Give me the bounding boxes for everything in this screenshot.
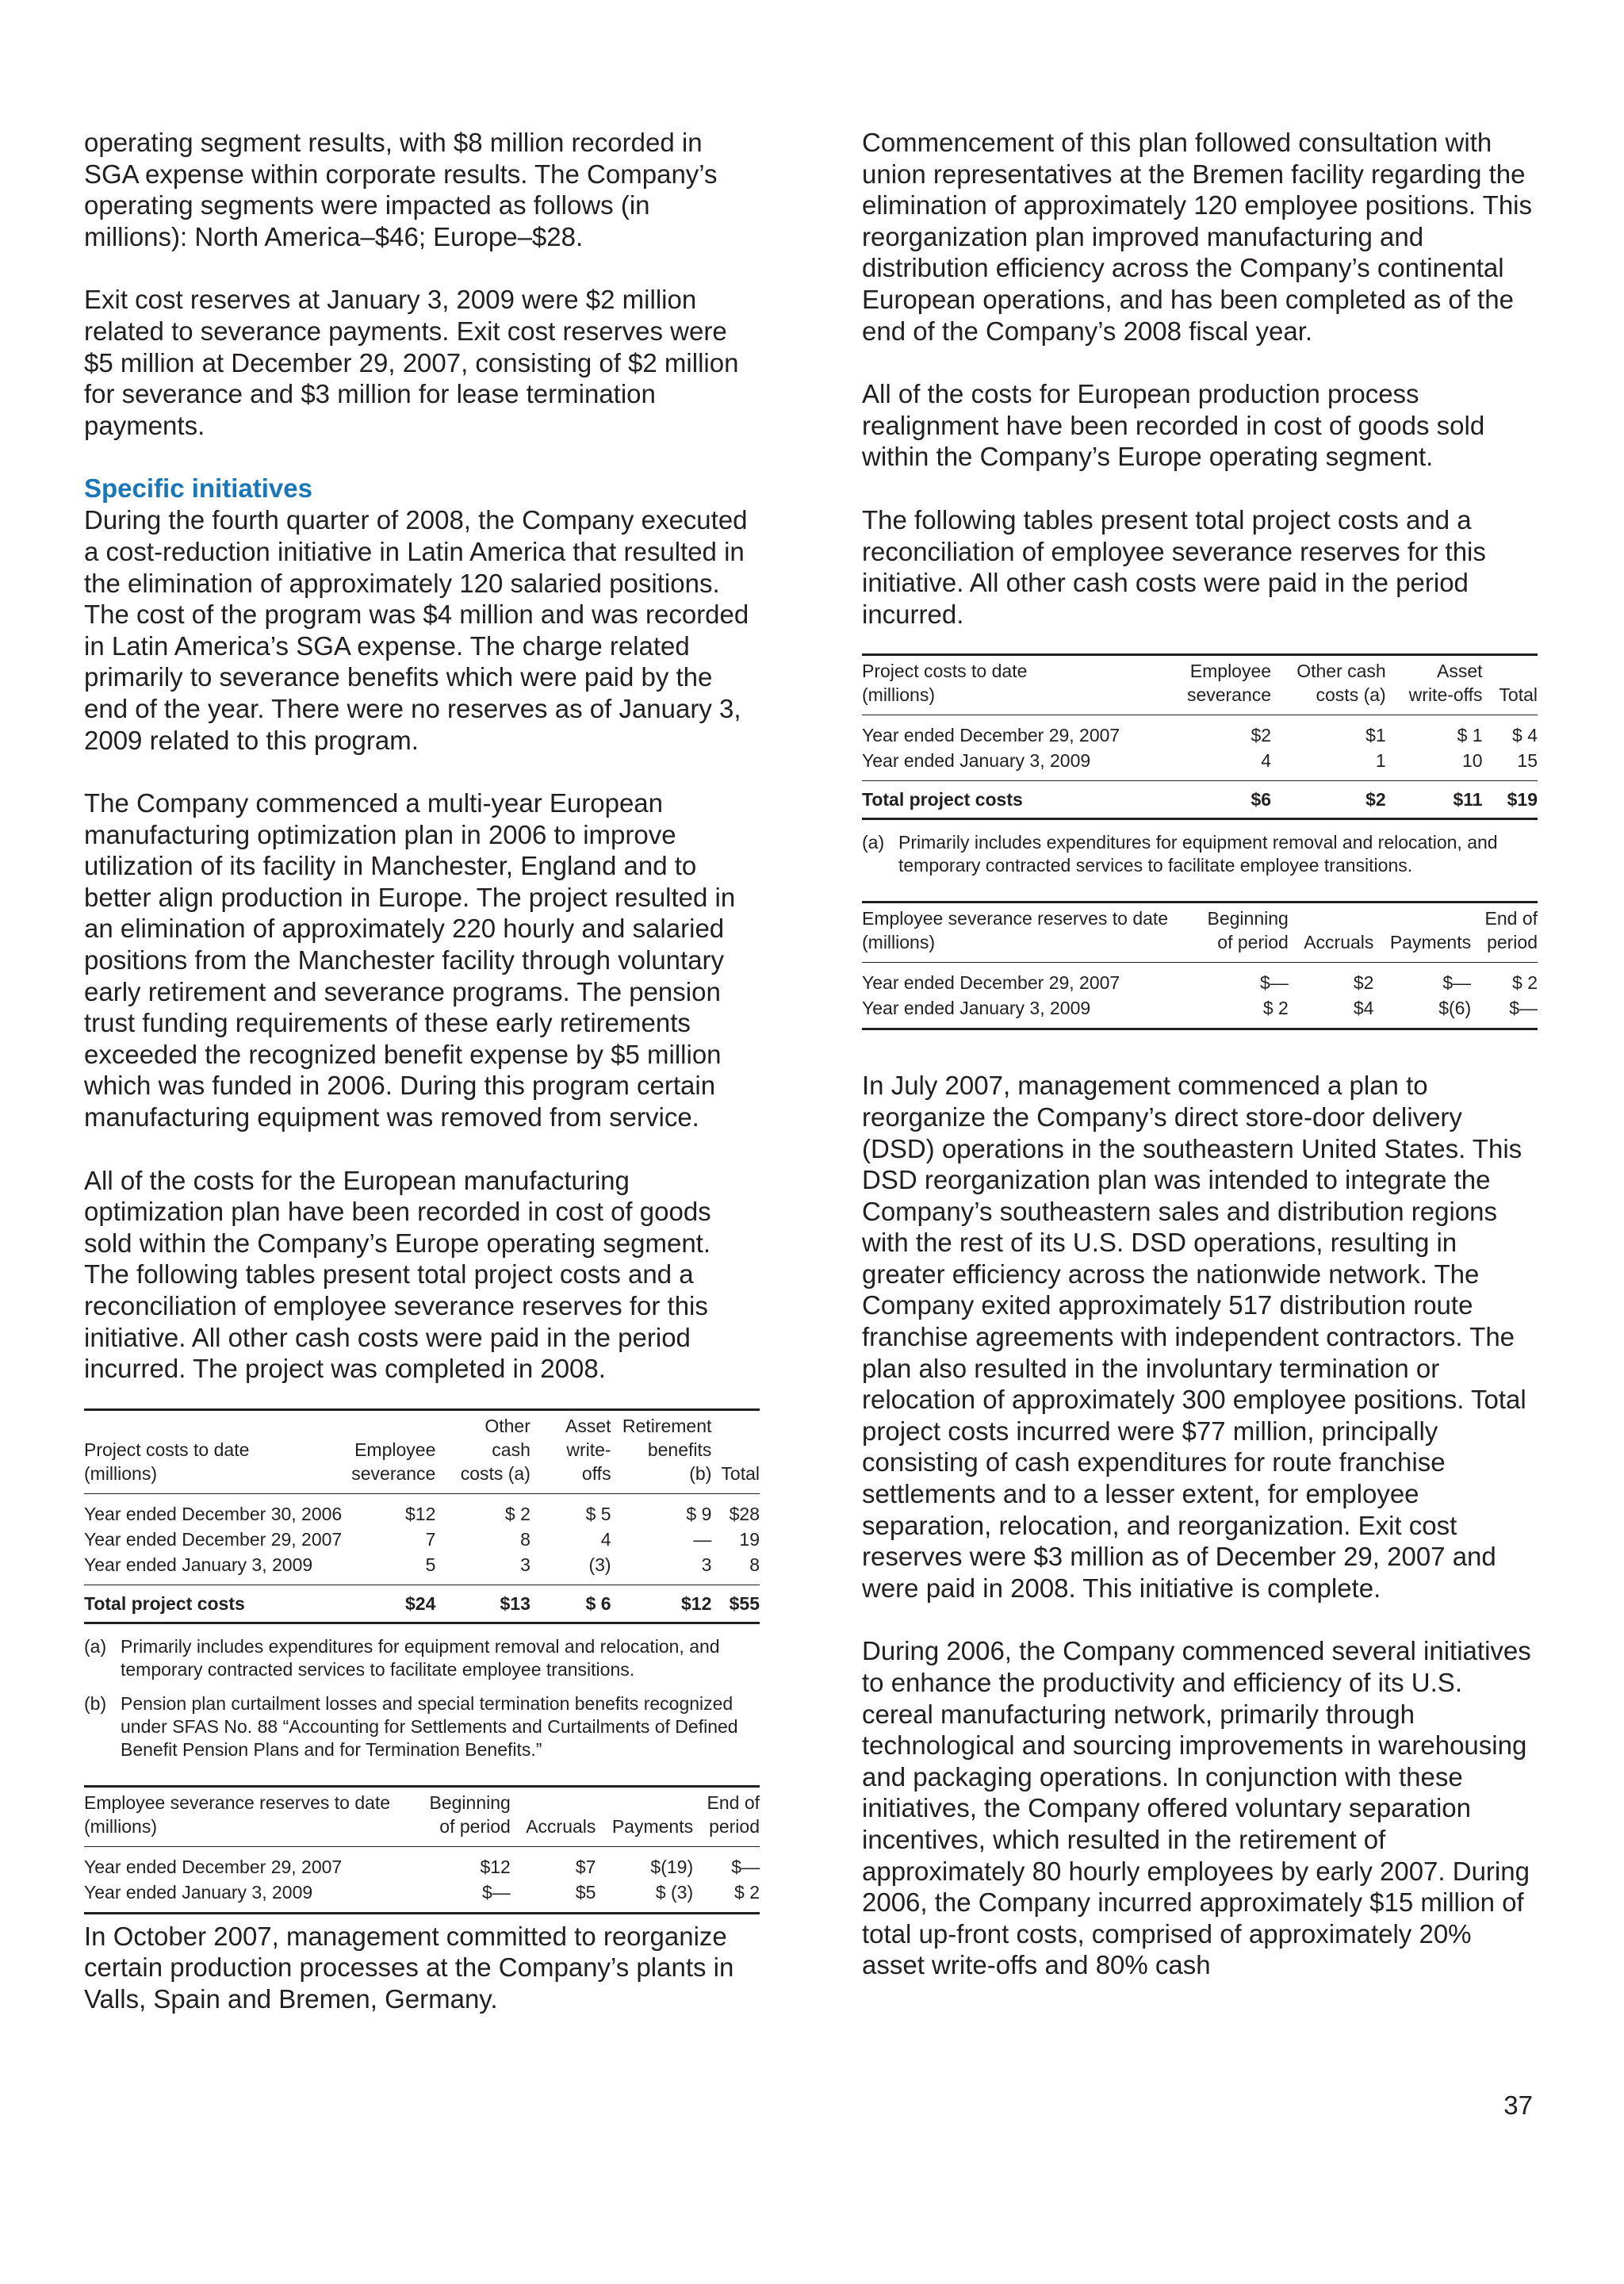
paragraph: All of the costs for European production process realignment have been recorded in cost of goods sold within the Company’s Europe operating segment. [862,379,1485,472]
table-cell: Year ended December 29, 2007 [84,1528,343,1550]
table-cell: $12 [404,1503,436,1524]
table-cell: $(6) [1378,995,1476,1029]
column-header: Total [716,1409,760,1493]
table-cell: $55 [716,1585,760,1623]
project-costs-table [862,653,1538,820]
table-cell: $— [1260,972,1289,994]
severance-reserves-table [84,1785,760,1914]
table-cell: $— [1442,972,1472,994]
footnote-label: (a) [862,832,885,853]
table-cell: Year ended January 3, 2009 [84,1880,418,1914]
table-row [84,1493,760,1527]
table-cell: $ 1 [1457,725,1483,746]
paragraph: In October 2007, management committed to reorganize certain production processes at the Company’s plants in Valls, Spain and Bremen, Germany. [84,1921,734,2014]
column-header: End of period [698,1786,760,1846]
table-cell: 8 [520,1528,530,1550]
table-cell: $24 [347,1585,440,1623]
table-cell: 3 [701,1554,712,1575]
project-costs-table [84,1408,760,1624]
table-row [84,1880,760,1914]
right-column [862,127,1538,1981]
table-row [862,963,1538,996]
column-header: Other cash costs (a) [440,1409,535,1493]
table-cell: $ 2 [504,1503,530,1524]
column-header: Retirement benefits (b) [616,1409,717,1493]
table-cell: $ 5 [585,1503,611,1524]
table-cell: 4 [600,1528,611,1550]
table-cell: Year ended December 29, 2007 [862,972,1120,994]
table-cell: 19 [739,1528,760,1550]
footnote-text: Primarily includes expenditures for equipment removal and relocation, and temporary contracted services to facilitate employee transitions. [898,832,1498,876]
table-cell: $ 2 [1196,995,1293,1029]
table-cell: (3) [588,1554,611,1575]
table-cell: $1 [1365,725,1386,746]
table-cell: $6 [1167,781,1276,819]
table-cell: 8 [749,1554,760,1575]
page-number: 37 [1503,2090,1533,2120]
table-cell: 5 [425,1554,436,1575]
table-cell: $— [1476,995,1538,1029]
table-cell: $2 [1251,725,1272,746]
table-cell: Year ended December 29, 2007 [84,1856,343,1877]
table-cell: $ (3) [600,1880,698,1914]
table-cell: $ 2 [698,1880,760,1914]
total-row [84,1585,760,1623]
table-row [862,715,1538,749]
table-cell: 10 [1461,750,1483,772]
table-cell: $12 [480,1856,511,1877]
table-cell: $(19) [650,1856,694,1877]
table-cell: $28 [729,1503,760,1524]
section-heading: Specific initiatives [84,473,312,504]
paragraph: During 2006, the Company commenced several initiatives to enhance the productivity and efficiency of its U.S. cereal manufacturing network, primarily through technological and sourcing improvements in warehousing and packaging operations. In conjunction with these initiatives, the Company offered voluntary separation incentives, which resulted in the retirement of approximately 80 hourly employees by early 2007. During 2006, the Company incurred approximately $15 million of total up-front costs, comprised of approximately 20% asset write-offs and 80% cash [862,1636,1531,1980]
footnote [84,1692,760,1761]
column-header: Asset write-offs [535,1409,616,1493]
footnote-text: Primarily includes expenditures for equipment removal and relocation, and temporary contracted services to facilitate employee transitions. [121,1635,720,1680]
paragraph: operating segment results, with $8 million recorded in SGA expense within corporate results. The Company’s operating segments were impacted as follows (in millions): North America–$46; Europe–$28. [84,128,718,251]
paragraph: In July 2007, management commenced a plan to reorganize the Company’s direct store-door delivery (DSD) operations in the southeastern United States. This DSD reorganization plan was intended to integrate the Company’s southeastern sales and distribution regions with the rest of its U.S. DSD operations, resulting in greater efficiency across the nationwide network. The Company exited approximately 517 distribution route franchise agreements with independent contractors. The plan also resulted in the involuntary termination or relocation of approximately 300 employee positions. Total project costs incurred were $77 million, principally consisting of cash expenditures for route franchise settlements and to a lesser extent, for employee separation, relocation, and reorganization. Exit cost reserves were $3 million as of December 29, 2007 and were paid in 2008. This initiative is complete. [862,1071,1526,1603]
table-cell: Year ended January 3, 2009 [862,750,1091,772]
column-header: Payments [1378,902,1476,963]
table-cell: Total project costs [862,781,1167,819]
column-header: Accruals [1293,902,1379,963]
table-row [862,995,1538,1029]
table-cell: $2 [1353,972,1374,994]
column-header: Employee severance [347,1409,440,1493]
column-header: Employee severance reserves to date (millions) [84,1786,418,1846]
column-header: Accruals [515,1786,601,1846]
table-cell: 3 [520,1554,530,1575]
column-header: Project costs to date (millions) [84,1409,347,1493]
paragraph: The following tables present total project costs and a reconciliation of employee severance reserves for this initiative. All other cash costs were paid in the period incurred. [862,504,1486,629]
column-header: Total [1488,655,1538,715]
table-cell: $11 [1391,781,1488,819]
paragraph: Exit cost reserves at January 3, 2009 were $2 million related to severance payments. Exit cost reserves were $5 million at December 29, 2007, consisting of $2 million for severance and $3 million for lease termination payments. [84,285,739,440]
total-row [862,781,1538,819]
table-cell: Year ended January 3, 2009 [862,995,1196,1029]
table-cell: $7 [575,1856,596,1877]
table-row [862,748,1538,781]
footnote-label: (b) [84,1692,107,1714]
table-row [84,1527,760,1552]
table-cell: $4 [1293,995,1379,1029]
table-cell: Total project costs [84,1585,347,1623]
table-row [84,1552,760,1585]
column-header: Beginning of period [418,1786,515,1846]
table-cell: $2 [1276,781,1391,819]
table-cell: Year ended December 29, 2007 [862,725,1120,746]
table-cell: $— [418,1880,515,1914]
column-header: Payments [600,1786,698,1846]
paragraph: Commencement of this plan followed consultation with union representatives at the Bremen facility regarding the elimination of approximately 120 employee positions. This reorganization plan improved manufacturing and distribution efficiency across the Company’s continental European operations, and has been completed as of the end of the Company’s 2008 fiscal year. [862,128,1533,346]
footnote [862,831,1538,877]
table-cell: 7 [425,1528,436,1550]
table-cell: $ 9 [686,1503,712,1524]
table-cell: $12 [616,1585,717,1623]
paragraph: During the fourth quarter of 2008, the Company executed a cost-reduction initiative in Latin America that resulted in the elimination of approximately 120 salaried positions. The cost of the program was $4 million and was recorded in Latin America’s SGA expense. The charge related primarily to severance benefits which were paid by the end of the year. There were no reserves as of January 3, 2009 related to this program. [84,505,749,755]
table-cell: $ 4 [1512,725,1538,746]
footnote-label: (a) [84,1635,107,1657]
column-header: Other cash costs (a) [1276,655,1391,715]
column-header: Beginning of period [1196,902,1293,963]
column-header: Employee severance [1167,655,1276,715]
column-header: End of period [1476,902,1538,963]
table-cell: 1 [1375,750,1386,772]
footnote [84,1635,760,1681]
table-cell: — [693,1528,712,1550]
table-row [84,1846,760,1880]
table-cell: $13 [440,1585,535,1623]
table-cell: 4 [1261,750,1272,772]
severance-reserves-table [862,901,1538,1030]
table-cell: $ 2 [1512,972,1538,994]
table-cell: $19 [1488,781,1538,819]
table-cell: $ 6 [535,1585,616,1623]
paragraph: The Company commenced a multi-year European manufacturing optimization plan in 2006 to improve utilization of its facility in Manchester, England and to better align production in Europe. The project resulted in an elimination of approximately 220 hourly and salaried positions from the Manchester facility through voluntary early retirement and severance programs. The pension trust funding requirements of these early retirements exceeded the recognized benefit expense by $5 million which was funded in 2006. During this program certain manufacturing equipment was removed from service. [84,788,736,1132]
table-cell: $— [731,1856,760,1877]
left-column [84,127,760,2015]
paragraph: All of the costs for the European manufacturing optimization plan have been recorded in cost of goods sold within the Company’s Europe operating segment. The following tables present total project costs and a reconciliation of employee severance reserves for this initiative. All other cash costs were paid in the period incurred. The project was completed in 2008. [84,1165,711,1384]
column-header: Asset write-offs [1391,655,1488,715]
table-cell: $5 [515,1880,601,1914]
column-header: Project costs to date (millions) [862,655,1167,715]
footnote-text: Pension plan curtailment losses and special termination benefits recognized under SFAS No. 88 “Accounting for Settlements and Curtailments of Defined Benefit Pension Plans and for Termination Benefits.” [121,1692,738,1760]
table-cell: 15 [1517,750,1538,772]
column-header: Employee severance reserves to date (millions) [862,902,1196,963]
table-cell: Year ended December 30, 2006 [84,1503,343,1524]
table-cell: Year ended January 3, 2009 [84,1554,313,1575]
